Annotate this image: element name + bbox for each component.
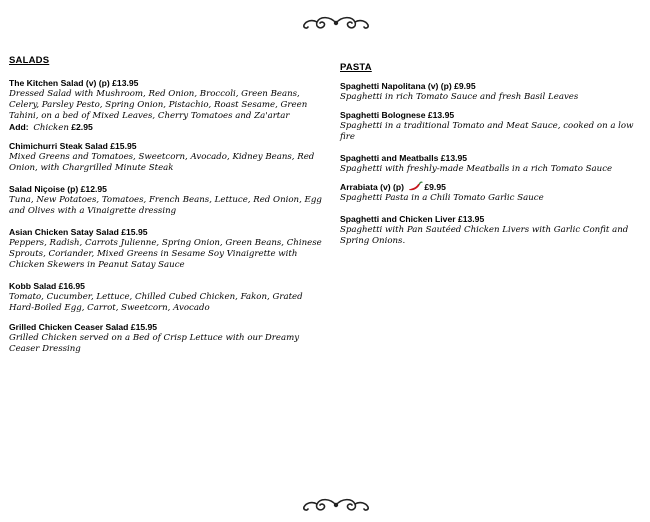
menu-item <box>340 81 640 103</box>
item-description: Mixed Greens and Tomatoes, Sweetcorn, Avocado, Kidney Beans, Red Onion, with Chargrilled Minute Steak <box>9 152 315 173</box>
bottom-scroll-ornament-icon <box>300 494 372 516</box>
item-description: Tomato, Cucumber, Lettuce, Chilled Cubed Chicken, Fakon, Grated Hard-Boiled Egg, Carrot, Sweetcorn, Avocado <box>9 292 303 313</box>
item-title: Spaghetti and Chicken Liver £13.95 <box>340 214 485 224</box>
item-title: Spaghetti and Meatballs £13.95 <box>340 153 468 163</box>
menu-item <box>340 153 640 175</box>
menu-item <box>9 322 309 355</box>
item-title: The Kitchen Salad (v) (p) £13.95 <box>9 78 139 88</box>
item-description: Spaghetti in a traditional Tomato and Meat Sauce, cooked on a low fire <box>340 121 634 142</box>
item-description: Grilled Chicken served on a Bed of Crisp Lettuce with our Dreamy Ceaser Dressing <box>9 333 300 354</box>
add-on-line <box>9 122 319 134</box>
item-title: Spaghetti Napolitana (v) (p) £9.95 <box>340 81 476 91</box>
item-description: Dressed Salad with Mushroom, Red Onion, Broccoli, Green Beans, Celery, Parsley Pesto, Spring Onion, Pistachio, Roast Sesame, Green Tahini, on a bed of Mixed Leaves, Cherry Tomatoes and Za'artar <box>9 89 308 121</box>
item-title: Kobb Salad £16.95 <box>9 281 85 291</box>
menu-item <box>9 141 329 174</box>
item-title: Asian Chicken Satay Salad £15.95 <box>9 227 148 237</box>
chili-pepper-icon <box>407 181 423 192</box>
salads-heading: SALADS <box>9 55 50 66</box>
menu-item <box>340 214 640 247</box>
item-description: Spaghetti in rich Tomato Sauce and fresh Basil Leaves <box>340 92 579 102</box>
item-description: Tuna, New Potatoes, Tomatoes, French Beans, Lettuce, Red Onion, Egg and Olives with a Vinaigrette dressing <box>9 195 322 216</box>
item-title: Arrabiata (v) (p) <box>340 182 404 192</box>
item-title: Chimichurri Steak Salad £15.95 <box>9 141 137 151</box>
pasta-heading: PASTA <box>340 62 372 73</box>
menu-item <box>340 110 640 143</box>
item-title: Grilled Chicken Ceaser Salad £15.95 <box>9 322 158 332</box>
add-label: Add: <box>9 122 29 132</box>
item-title: Spaghetti Bolognese £13.95 <box>340 110 455 120</box>
item-price: £9.95 <box>424 182 446 192</box>
menu-item <box>9 227 329 271</box>
menu-item <box>9 184 329 217</box>
menu-item <box>340 181 640 204</box>
item-title-row <box>340 181 640 193</box>
item-description: Spaghetti Pasta in a Chili Tomato Garlic Sauce <box>340 193 544 203</box>
top-scroll-ornament-icon <box>300 12 372 34</box>
item-title: Salad Niçoise (p) £12.95 <box>9 184 107 194</box>
menu-item <box>9 281 319 314</box>
menu-item <box>9 78 319 134</box>
item-description: Spaghetti with Pan Sautéed Chicken Livers with Garlic Confit and Spring Onions. <box>340 225 629 246</box>
add-on-name: Chicken <box>33 123 69 133</box>
add-on-price: £2.95 <box>71 122 93 132</box>
item-description: Peppers, Radish, Carrots Julienne, Spring Onion, Green Beans, Chinese Sprouts, Coriander, Mixed Greens in Sesame Soy Vinaigrette with Chicken Skewers in Peanut Satay Sauce <box>9 238 322 270</box>
item-description: Spaghetti with freshly-made Meatballs in a rich Tomato Sauce <box>340 164 613 174</box>
